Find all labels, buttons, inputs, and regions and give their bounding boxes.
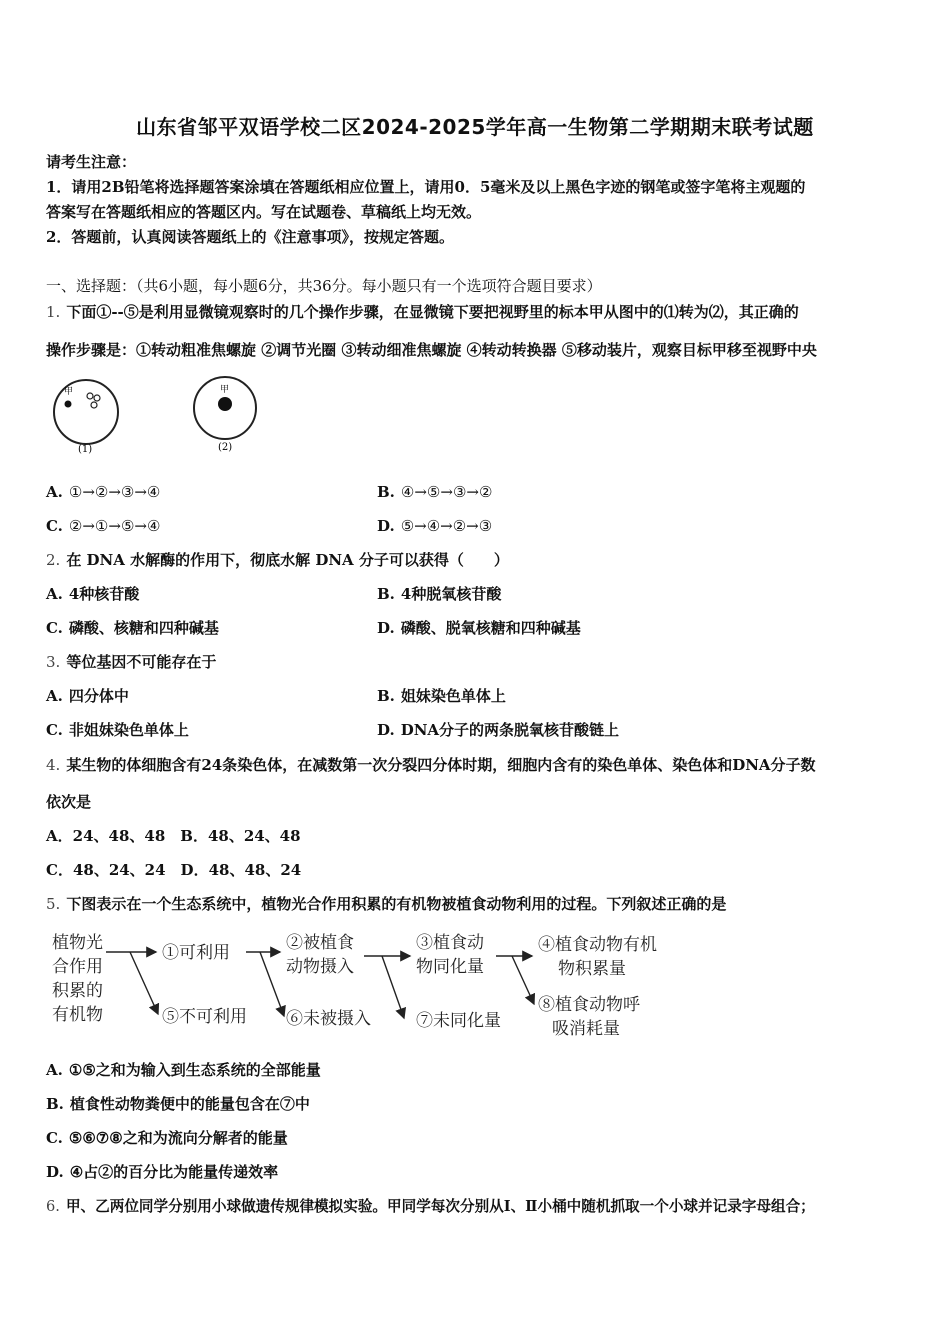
q5-option-b[interactable] [46, 1094, 310, 1114]
option-text: 磷酸、脱氧核糖和四种碱基 [400, 619, 581, 637]
microscope-figure [42, 368, 282, 456]
node-1: ①可利用 [162, 943, 230, 963]
question-text: 在 DNA 水解酶的作用下，彻底水解 DNA 分子可以获得（ ） [66, 551, 509, 569]
option-key: D. [377, 619, 395, 637]
option-key: D. [377, 721, 395, 739]
option-text: 4种脱氧核苷酸 [400, 585, 502, 603]
q3-option-d[interactable] [377, 720, 619, 740]
option-key: D. [46, 1163, 64, 1181]
option-key: B. [377, 483, 395, 501]
q3-option-a[interactable] [46, 686, 129, 706]
q5-option-d[interactable] [46, 1162, 278, 1182]
question-text: 某生物的体细胞含有24条染色体，在减数第一次分裂四分体时期，细胞内含有的染色单体、染色体和DNA分子数 [66, 756, 816, 774]
option-text: DNA分子的两条脱氧核苷酸链上 [400, 721, 620, 739]
question-number: 1. [46, 303, 61, 321]
specimen-jia-large [218, 397, 232, 411]
option-text: 4种核苷酸 [68, 585, 140, 603]
notice-line-2: 答案写在答题纸相应的答题区内。写在试题卷、草稿纸上均无效。 [46, 203, 482, 221]
option-text: ①→②→③→④ [68, 483, 161, 501]
option-key: C. [46, 619, 63, 637]
question-text: 下面①--⑤是利用显微镜观察时的几个操作步骤，在显微镜下要把视野里的标本甲从图中的⑴转为⑵，其正确的 [66, 303, 799, 321]
option-text: 磷酸、核糖和四种碱基 [68, 619, 219, 637]
option-text: ④→⑤→③→② [400, 483, 493, 501]
energy-flow-diagram [46, 926, 686, 1044]
cell-icon [91, 402, 97, 408]
question-number: 4. [46, 756, 61, 774]
node-5: ⑤不可利用 [162, 1007, 247, 1027]
q2-option-b[interactable] [377, 584, 501, 604]
q2-option-c[interactable] [46, 618, 219, 638]
q4-options-row-2[interactable]: C．48、24、24 D．48、48、24 [46, 861, 302, 879]
page-title: 山东省邹平双语学校二区2024-2025学年高一生物第二学期期末联考试题 [136, 115, 814, 139]
arrow-to-node-7 [382, 956, 404, 1018]
question-2 [46, 550, 509, 570]
option-text: ②→①→⑤→④ [68, 517, 161, 535]
cell-icon [94, 395, 100, 401]
notice-line-1: 1．请用2B铅笔将选择题答案涂填在答题纸相应位置上，请用0．5毫米及以上黑色字迹的钢笔或签字笔将主观题的 [46, 178, 806, 196]
question-5 [46, 894, 726, 914]
question-4-line-2: 依次是 [46, 793, 92, 811]
q2-option-a[interactable] [46, 584, 139, 604]
jia-label-1: 甲 [64, 387, 74, 397]
figure-label-2: (2) [218, 442, 233, 453]
option-text: ⑤⑥⑦⑧之和为流向分解者的能量 [68, 1129, 288, 1147]
node-3-line-2: 物同化量 [416, 957, 484, 977]
q1-option-c[interactable] [46, 516, 160, 536]
question-1-line-1 [46, 302, 799, 322]
figure-label-1: (1) [78, 444, 93, 455]
option-key: B. [377, 585, 395, 603]
jia-label-2: 甲 [220, 385, 230, 395]
question-number: 2. [46, 551, 61, 569]
option-text: 姐妹染色单体上 [400, 687, 506, 705]
node-8-line-1: ⑧植食动物呼 [538, 995, 640, 1015]
node-6: ⑥未被摄入 [286, 1009, 371, 1029]
option-text: ⑤→④→②→③ [400, 517, 493, 535]
q4-options-row-1[interactable]: A．24、48、48 B．48、24、48 [46, 827, 301, 845]
option-text: 植食性动物粪便中的能量包含在⑦中 [69, 1095, 310, 1113]
node-8-line-2: 吸消耗量 [552, 1019, 620, 1039]
specimen-jia-small [65, 401, 72, 408]
question-6 [46, 1197, 815, 1217]
node-3-line-1: ③植食动 [416, 933, 484, 953]
question-number: 5. [46, 895, 61, 913]
node-4-line-1: ④植食动物有机 [538, 935, 657, 955]
arrow-to-node-5 [130, 952, 158, 1014]
section-heading: 一、选择题：（共6小题，每小题6分，共36分。每小题只有一个选项符合题目要求） [46, 277, 602, 295]
q5-option-c[interactable] [46, 1128, 288, 1148]
question-text: 等位基因不可能存在于 [66, 653, 217, 671]
question-text: 甲、乙两位同学分别用小球做遗传规律模拟实验。甲同学每次分别从Ⅰ、Ⅱ小桶中随机抓取一个小球并记录字母组合； [65, 1198, 815, 1215]
question-3 [46, 652, 216, 672]
option-key: A. [46, 687, 63, 705]
option-key: B. [46, 1095, 64, 1113]
arrow-to-node-8 [512, 956, 534, 1004]
source-line-3: 积累的 [52, 981, 103, 1001]
q1-option-b[interactable] [377, 482, 492, 502]
source-line-2: 合作用 [52, 957, 103, 977]
q3-option-c[interactable] [46, 720, 189, 740]
question-text: 下图表示在一个生态系统中，植物光合作用积累的有机物被植食动物利用的过程。下列叙述正确的是 [66, 895, 727, 913]
question-number: 3. [46, 653, 61, 671]
option-text: ①⑤之和为输入到生态系统的全部能量 [68, 1061, 321, 1079]
question-4-line-1 [46, 755, 816, 775]
q3-option-b[interactable] [377, 686, 506, 706]
question-number: 6. [46, 1198, 60, 1215]
option-key: B. [377, 687, 395, 705]
q1-option-d[interactable] [377, 516, 492, 536]
option-key: A. [46, 1061, 63, 1079]
node-4-line-2: 物积累量 [558, 959, 626, 979]
option-key: D. [377, 517, 395, 535]
notice-heading: 请考生注意： [46, 153, 137, 171]
option-text: 非姐妹染色单体上 [68, 721, 189, 739]
q2-option-d[interactable] [377, 618, 581, 638]
arrow-to-node-6 [260, 952, 284, 1016]
cell-icon [87, 393, 93, 399]
question-1-line-2: 操作步骤是：①转动粗准焦螺旋 ②调节光圈 ③转动细准焦螺旋 ④转动转换器 ⑤移动装片，观察目标甲移至视野中央 [46, 341, 817, 359]
node-2-line-1: ②被植食 [286, 933, 354, 953]
q5-option-a[interactable] [46, 1060, 321, 1080]
option-key: A. [46, 483, 63, 501]
option-key: C. [46, 517, 63, 535]
node-2-line-2: 动物摄入 [286, 957, 354, 977]
option-text: ④占②的百分比为能量传递效率 [69, 1163, 279, 1181]
source-line-4: 有机物 [52, 1005, 103, 1025]
q1-option-a[interactable] [46, 482, 160, 502]
notice-line-3: 2．答题前，认真阅读答题纸上的《注意事项》，按规定答题。 [46, 228, 454, 246]
node-7: ⑦未同化量 [416, 1011, 501, 1031]
option-text: 四分体中 [68, 687, 129, 705]
option-key: C. [46, 721, 63, 739]
option-key: A. [46, 585, 63, 603]
source-line-1: 植物光 [52, 933, 103, 953]
option-key: C. [46, 1129, 63, 1147]
